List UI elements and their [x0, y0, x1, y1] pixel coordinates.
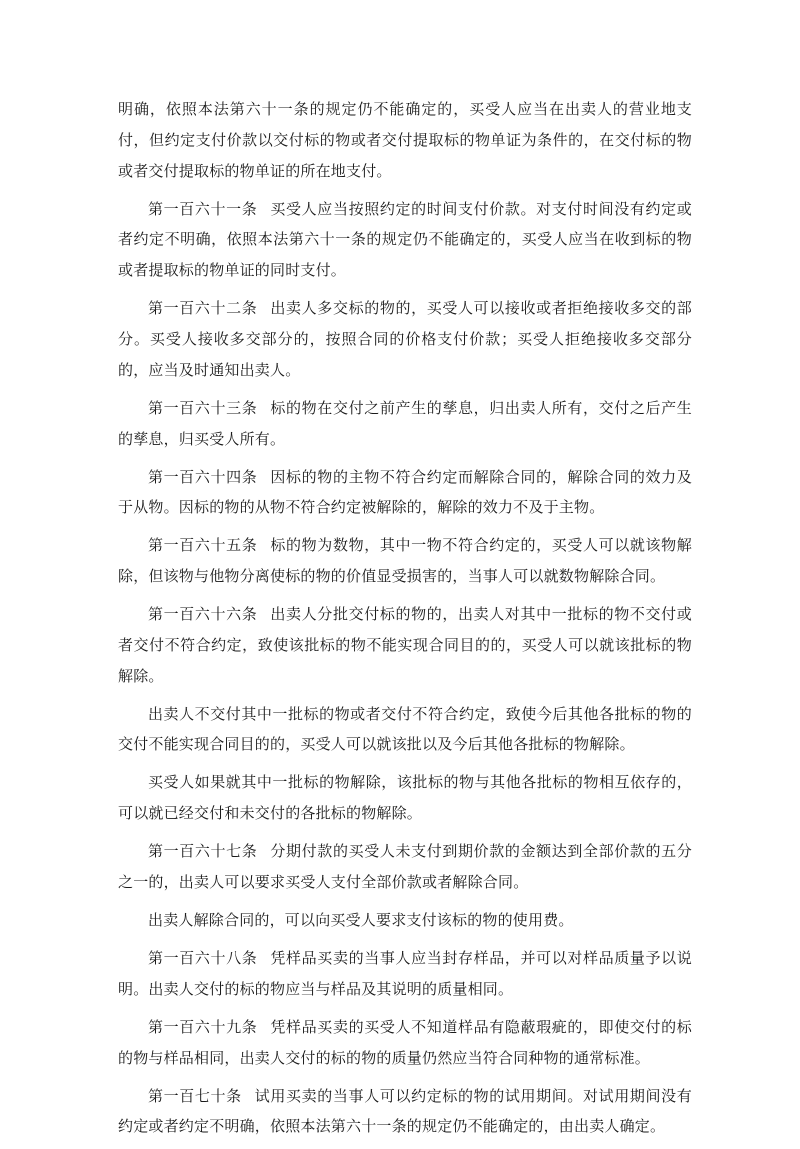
article-number: 第一百七十条 [148, 1086, 242, 1105]
article-number: 第一百六十七条 [148, 842, 258, 861]
article-text: 买受人应当按照约定的时间支付价款。对支付时间没有约定或者约定不明确，依照本法第六十一条的规定仍不能确定的，买受人应当在收到标的物或者提取标的物单证的同时支付。 [118, 199, 693, 280]
article-number: 第一百六十一条 [148, 199, 258, 218]
article-paragraph [118, 599, 692, 691]
article-text: 凭样品买卖的当事人应当封存样品，并可以对样品质量予以说明。出卖人交付的标的物应当与样品及其说明的质量相同。 [118, 948, 693, 998]
article-paragraph [118, 293, 692, 385]
article-paragraph [118, 530, 692, 592]
article-text: 试用买卖的当事人可以约定标的物的试用期间。对试用期间没有约定或者约定不明确，依照本法第六十一条的规定仍不能确定的，由出卖人确定。 [118, 1086, 692, 1136]
article-paragraph [118, 1012, 692, 1074]
paragraph [118, 94, 692, 186]
paragraph [118, 699, 692, 761]
paragraph-text: 出卖人不交付其中一批标的物或者交付不符合约定，致使今后其他各批标的物的交付不能实现合同目的的，买受人可以就该批以及今后其他各批标的物解除。 [118, 704, 692, 754]
article-text: 标的物在交付之前产生的孳息，归出卖人所有，交付之后产生的孳息，归买受人所有。 [118, 398, 693, 448]
article-text: 凭样品买卖的买受人不知道样品有隐蔽瑕疵的，即使交付的标的物与样品相同，出卖人交付的标的物的质量仍然应当符合同种物的通常标准。 [118, 1017, 693, 1067]
article-number: 第一百六十八条 [148, 948, 258, 967]
article-text: 标的物为数物，其中一物不符合约定的，买受人可以就该物解除，但该物与他物分离使标的物的价值显受损害的，当事人可以就数物解除合同。 [118, 536, 693, 586]
paragraph-text: 买受人如果就其中一批标的物解除，该批标的物与其他各批标的物相互依存的，可以就已经交付和未交付的各批标的物解除。 [118, 773, 692, 823]
paragraph-text: 出卖人解除合同的，可以向买受人要求支付该标的物的使用费。 [148, 911, 574, 929]
article-text: 出卖人多交标的物的，买受人可以接收或者拒绝接收多交的部分。买受人接收多交部分的，按照合同的价格支付价款；买受人拒绝接收多交部分的，应当及时通知出卖人。 [118, 299, 693, 379]
article-paragraph [118, 393, 692, 455]
article-number: 第一百六十六条 [148, 605, 258, 624]
paragraph-text: 明确，依照本法第六十一条的规定仍不能确定的，买受人应当在出卖人的营业地支付，但约定支付价款以交付标的物或者交付提取标的物单证为条件的，在交付标的物或者交付提取标的物单证的所在地支付。 [118, 100, 692, 180]
document-page [118, 94, 692, 1149]
article-text: 因标的物的主物不符合约定而解除合同的，解除合同的效力及于从物。因标的物的从物不符合约定被解除的，解除的效力不及于主物。 [118, 467, 693, 517]
article-text: 出卖人分批交付标的物的，出卖人对其中一批标的物不交付或者交付不符合约定，致使该批标的物不能实现合同目的的，买受人可以就该批标的物解除。 [118, 605, 693, 685]
article-paragraph [118, 836, 692, 898]
article-number: 第一百六十四条 [148, 467, 258, 486]
article-text: 分期付款的买受人未支付到期价款的金额达到全部价款的五分之一的，出卖人可以要求买受人支付全部价款或者解除合同。 [118, 842, 693, 892]
article-number: 第一百六十五条 [148, 536, 258, 555]
paragraph [118, 767, 692, 829]
article-paragraph [118, 194, 692, 286]
article-paragraph [118, 943, 692, 1005]
article-number: 第一百六十九条 [148, 1017, 258, 1036]
paragraph [118, 905, 692, 936]
article-paragraph [118, 462, 692, 524]
article-paragraph [118, 1081, 692, 1143]
article-number: 第一百六十三条 [148, 398, 258, 417]
article-number: 第一百六十二条 [148, 299, 258, 318]
